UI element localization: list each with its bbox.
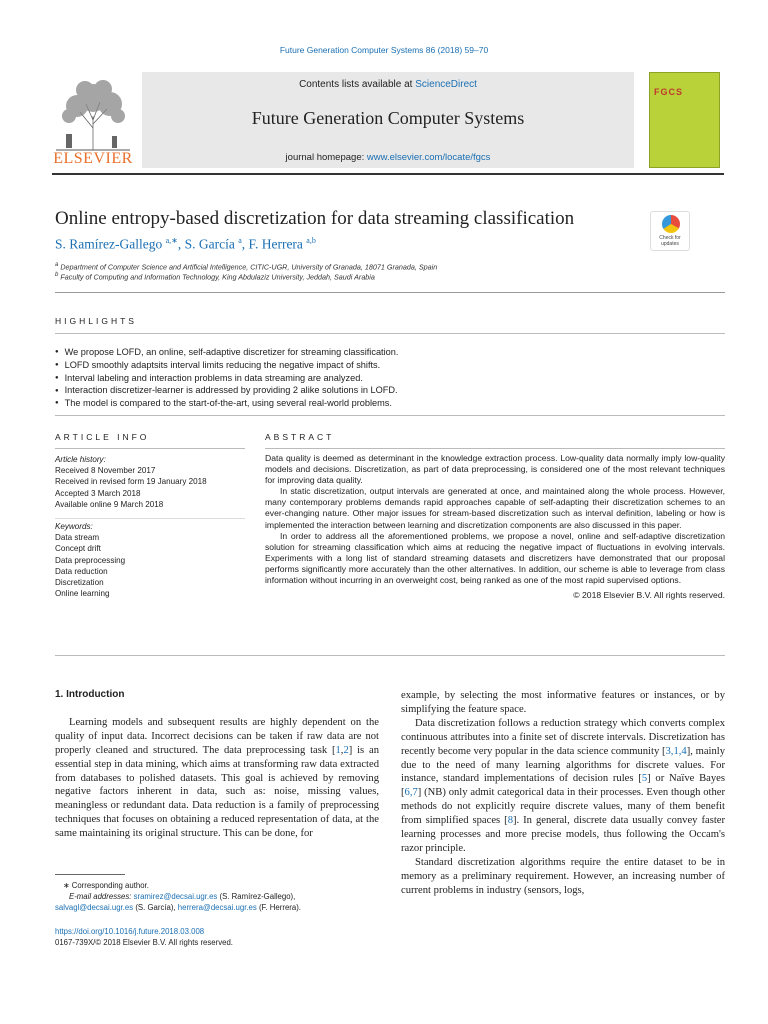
body-column-right — [401, 689, 725, 898]
keywords-label: Keywords: — [55, 522, 93, 531]
introduction-heading: 1. Introduction — [55, 689, 125, 700]
affiliation-text: Department of Computer Science and Artificial Intelligence, CITIC-UGR, University of Granada, 18071 Granada, Spain — [60, 262, 438, 272]
text-run: Data discretization follows a reduction strategy which converts complex continuous attributes into a finite set of discrete intervals. Discretization has recently become very popular in the data science community [ — [401, 717, 725, 757]
history-entry: Received in revised form 19 January 2018 — [55, 477, 207, 487]
citation-link[interactable]: 3,1,4 — [665, 745, 687, 757]
highlights-heading: HIGHLIGHTS — [55, 316, 137, 326]
article-info-heading: ARTICLE INFO — [55, 432, 150, 442]
citation-link[interactable]: 5 — [641, 773, 648, 785]
body-paragraph: example, by selecting the most informative features or instances, or by simplifying the feature space. — [401, 690, 725, 715]
check-for-updates-button[interactable] — [650, 211, 690, 251]
affiliation-text: Faculty of Computing and Information Technology, King Abdulaziz University, Jeddah, Saudi Arabia — [60, 272, 375, 282]
section-divider — [55, 292, 725, 293]
journal-citation[interactable]: Future Generation Computer Systems 86 (2018) 59–70 — [279, 45, 489, 55]
body-paragraph — [55, 716, 379, 841]
email-note — [55, 891, 379, 902]
citation-link[interactable]: 2 — [343, 744, 349, 756]
crossmark-line-2: updates — [661, 241, 679, 247]
body-column-left — [55, 688, 379, 841]
contents-prefix: Contents lists available at — [299, 79, 416, 90]
history-entry: Accepted 3 March 2018 — [55, 488, 141, 498]
masthead-box — [142, 72, 634, 168]
email-note-continued — [55, 902, 379, 913]
abstract-paragraph: In order to address all the aforementioned problems, we propose a novel, online and self-adaptive discretization solution for streaming classification which aims at reducing the negative impact of fluctuations in evolving intervals. Experiments with a long list of standard streaming datasets and discretizers have demonstrated that our proposal performs significantly more accurately than the other alternatives. In addition, our scheme is able to leverage from class information without incurring in an overweight cost, being ranked as one of the most rapid supervised options. — [265, 530, 725, 586]
keyword: Discretization — [55, 578, 104, 588]
text-run: ]. In general, discrete data usually convey faster learning processes and more precise models, thus following the Occam's razor principle. — [401, 815, 725, 854]
section-divider — [55, 415, 725, 416]
highlight-item: ● We propose LOFD, an online, self-adaptive discretizer for streaming classification. — [55, 346, 725, 359]
author-name[interactable]: S. Ramírez-Gallego — [55, 236, 163, 252]
crossmark-icon — [662, 215, 680, 233]
doi-block — [55, 926, 233, 948]
article-history — [55, 454, 245, 510]
highlights-list — [55, 346, 725, 410]
abstract-paragraph: Data quality is deemed as determinant in the knowledge extraction process. Low-quality data normally imply low-quality models and decisions. Discretization, as part of data preprocessing, is considered one of the most relevant techniques for improving data quality. — [265, 453, 725, 486]
abstract-paragraph: In static discretization, output intervals are generated at once, and maintained along the whole process. However, many contemporary problems demands rapid approaches capable of self-adapting their discretization schemes to an ever-changing nature. Other major issues for stream-based discretization such as interval definition, labeling or how is implemented the interaction between learning and discretization components are also discussed in this paper. — [265, 486, 725, 530]
text-run: ] (NB) only admit categorical data in their processes. Even though other methods do not explicitly require discrete values, many of them benefit from simplified spaces [ — [401, 787, 725, 827]
journal-homepage-link[interactable]: www.elsevier.com/locate/fgcs — [366, 152, 491, 163]
footnote-text: Corresponding author. — [71, 881, 149, 890]
footnote-mark: ∗ — [63, 881, 70, 890]
author-affiliation-mark[interactable]: a,b — [306, 236, 316, 245]
email-link[interactable]: salvagl@decsai.ugr.es — [55, 903, 134, 912]
text-run: ] is an essential step in data mining, which aims at transforming raw data extracted from databases to polished datasets. This goal is achieved by removing negative factors inherent in data, such as: noise, missing values, meaningless or redundant data. Data reduction is a family of preprocessing techniques that focuses on obtaining a reduced representation of data, at the same maintaining its original structure. This can be done, for — [55, 744, 379, 840]
elsevier-logo[interactable] — [52, 76, 134, 168]
publisher-name: ELSEVIER — [53, 150, 133, 167]
section-divider — [55, 448, 245, 449]
corresponding-author-note — [55, 880, 379, 891]
keyword: Data reduction — [55, 566, 108, 576]
doi-link[interactable]: https://doi.org/10.1016/j.future.2018.03.008 — [55, 927, 205, 936]
highlight-item: ● Interaction discretizer-learner is addressed by providing 2 alike solutions in LOFD. — [55, 384, 725, 397]
section-divider — [55, 333, 725, 334]
author-list: S. Ramírez-Gallego $^{a,∗}$, S. García $^a$, F. Herrera $^{a,b}$ — [55, 236, 316, 252]
history-label: Article history: — [55, 455, 106, 464]
contents-line — [142, 79, 634, 90]
footnotes — [55, 880, 379, 913]
author-affiliation-mark[interactable]: a — [238, 236, 242, 245]
footnote-rule — [55, 874, 125, 875]
affiliation-a — [55, 262, 437, 271]
text-run: ], mainly due to the need of many learning algorithms for discrete values. For instance, standard implementations of decision rules [ — [401, 745, 726, 785]
email-label: E-mail addresses: — [69, 892, 132, 901]
email-owner: (F. Herrera). — [258, 903, 301, 912]
sciencedirect-link[interactable]: ScienceDirect — [415, 79, 477, 90]
email-owner: (S. García), — [135, 903, 176, 912]
homepage-prefix: journal homepage: — [285, 152, 367, 163]
author-name[interactable]: F. Herrera — [248, 236, 303, 252]
affiliation-b — [55, 272, 375, 281]
affiliation-mark: a — [55, 262, 59, 268]
keyword: Data stream — [55, 533, 100, 543]
cover-label: FGCS — [654, 87, 684, 97]
email-link[interactable]: sramirez@decsai.ugr.es — [133, 892, 218, 901]
masthead-rule — [52, 173, 724, 175]
citation-link[interactable]: 8 — [507, 815, 513, 827]
section-divider — [265, 448, 725, 449]
author-name[interactable]: S. García — [184, 236, 235, 252]
text-run: , — [340, 744, 344, 756]
journal-title: Future Generation Computer Systems — [251, 108, 525, 128]
section-divider — [55, 518, 245, 519]
history-entry: Available online 9 March 2018 — [55, 499, 164, 509]
abstract-text — [265, 453, 725, 601]
highlight-item: ● LOFD smoothly adaptsits interval limits reducing the negative impact of shifts. — [55, 359, 725, 372]
homepage-line — [142, 152, 634, 163]
highlight-item: ● The model is compared to the start-of-the-art, using several real-world problems. — [55, 397, 725, 410]
keyword: Data preprocessing — [55, 555, 126, 565]
crossmark-line-1: Check for — [659, 235, 681, 241]
keywords — [55, 521, 245, 599]
citation-link[interactable]: 6,7 — [404, 787, 418, 799]
highlight-item: ● Interval labeling and interaction problems in data streaming are analyzed. — [55, 372, 725, 385]
keyword: Online learning — [55, 589, 110, 599]
affiliation-mark: b — [55, 272, 59, 278]
citation-link[interactable]: 1 — [335, 744, 341, 756]
email-owner: (S. Ramírez-Gallego), — [219, 892, 296, 901]
journal-cover-image[interactable] — [649, 72, 720, 168]
keyword: Concept drift — [55, 544, 101, 554]
abstract-heading: ABSTRACT — [265, 432, 335, 442]
elsevier-tree-icon — [52, 76, 134, 152]
history-entry: Received 8 November 2017 — [55, 466, 156, 476]
text-run: Learning models and subsequent results are highly dependent on the quality of input data. Incorrect decisions can be taken if raw data are not properly cleaned and structured. The data preprocessing task [ — [55, 716, 379, 756]
author-affiliation-mark[interactable]: a,∗ — [165, 236, 178, 245]
article-title: Online entropy-based discretization for data streaming classification — [55, 208, 575, 229]
text-run: ] or Naïve Bayes [ — [401, 773, 725, 799]
abstract-copyright: © 2018 Elsevier B.V. All rights reserved. — [573, 590, 725, 601]
crossmark-label — [651, 235, 689, 247]
section-divider — [55, 655, 725, 656]
body-paragraph: Standard discretization algorithms require the entire dataset to be in memory as a preliminary requirement. However, an increasing number of current problems in industry (sensors, logs, — [401, 856, 725, 896]
journal-masthead — [52, 72, 720, 168]
issn-line: 0167-739X/© 2018 Elsevier B.V. All rights reserved. — [55, 938, 233, 947]
email-link[interactable]: herrera@decsai.ugr.es — [177, 903, 257, 912]
body-paragraph — [401, 717, 725, 856]
